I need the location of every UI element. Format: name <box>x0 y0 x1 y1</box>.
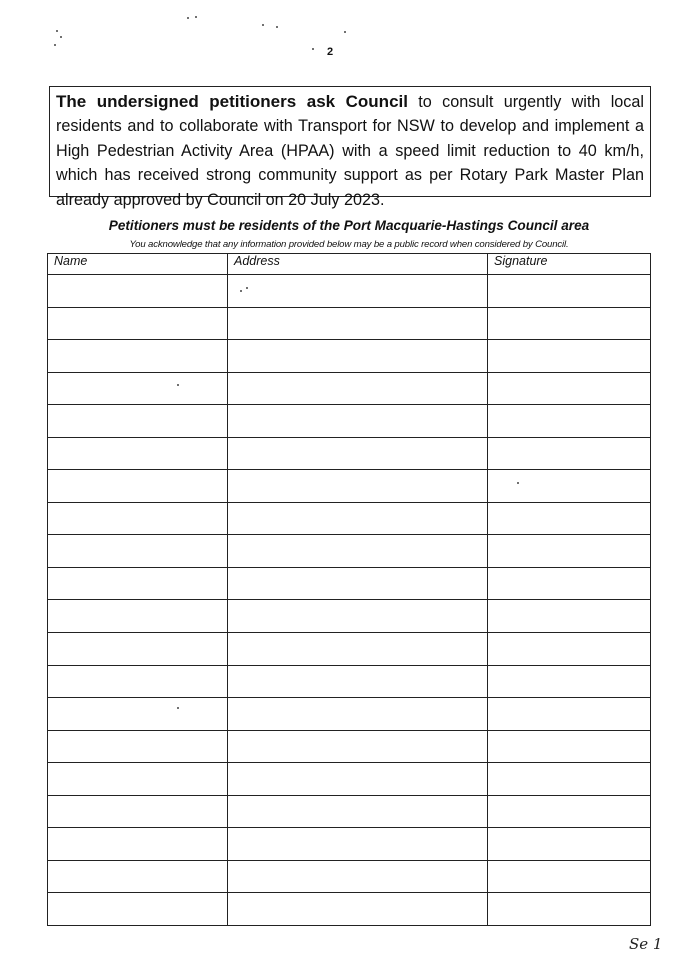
signature-cell[interactable] <box>488 340 651 373</box>
name-cell[interactable] <box>48 470 228 503</box>
name-cell[interactable] <box>48 795 228 828</box>
signature-cell[interactable] <box>488 600 651 633</box>
table-row <box>48 600 651 633</box>
address-cell[interactable] <box>228 860 488 893</box>
column-header-signature: Signature <box>488 254 651 275</box>
name-cell[interactable] <box>48 307 228 340</box>
residency-heading: Petitioners must be residents of the Port Macquarie-Hastings Council area <box>108 218 590 233</box>
signature-cell[interactable] <box>488 893 651 926</box>
table-row <box>48 893 651 926</box>
scan-speck <box>312 48 314 50</box>
table-row <box>48 698 651 731</box>
column-header-name: Name <box>48 254 228 275</box>
signature-cell[interactable] <box>488 860 651 893</box>
address-cell[interactable] <box>228 763 488 796</box>
table-row <box>48 665 651 698</box>
signature-cell[interactable] <box>488 307 651 340</box>
name-cell[interactable] <box>48 275 228 308</box>
table-row <box>48 633 651 666</box>
signature-table <box>47 253 651 926</box>
table-row <box>48 275 651 308</box>
petition-statement-lead: The undersigned petitioners ask Council <box>56 92 408 111</box>
table-row <box>48 340 651 373</box>
signature-table-header <box>48 254 651 275</box>
signature-cell[interactable] <box>488 567 651 600</box>
name-cell[interactable] <box>48 763 228 796</box>
scan-speck <box>262 24 264 26</box>
scan-speck <box>54 44 56 46</box>
table-row <box>48 828 651 861</box>
signature-cell[interactable] <box>488 372 651 405</box>
name-cell[interactable] <box>48 535 228 568</box>
signature-cell[interactable] <box>488 795 651 828</box>
address-cell[interactable] <box>228 567 488 600</box>
name-cell[interactable] <box>48 730 228 763</box>
table-row <box>48 730 651 763</box>
table-row <box>48 567 651 600</box>
scan-speck <box>56 30 58 32</box>
table-row <box>48 535 651 568</box>
address-cell[interactable] <box>228 502 488 535</box>
address-cell[interactable] <box>228 698 488 731</box>
scan-speck <box>187 17 189 19</box>
address-cell[interactable] <box>228 633 488 666</box>
name-cell[interactable] <box>48 340 228 373</box>
column-header-address: Address <box>228 254 488 275</box>
scan-speck <box>195 16 197 18</box>
address-cell[interactable] <box>228 665 488 698</box>
name-cell[interactable] <box>48 665 228 698</box>
signature-cell[interactable] <box>488 763 651 796</box>
table-row <box>48 372 651 405</box>
table-row <box>48 795 651 828</box>
name-cell[interactable] <box>48 372 228 405</box>
name-cell[interactable] <box>48 437 228 470</box>
signature-cell[interactable] <box>488 698 651 731</box>
signature-cell[interactable] <box>488 633 651 666</box>
name-cell[interactable] <box>48 600 228 633</box>
address-cell[interactable] <box>228 828 488 861</box>
table-row <box>48 405 651 438</box>
signature-cell[interactable] <box>488 502 651 535</box>
address-cell[interactable] <box>228 405 488 438</box>
table-row <box>48 860 651 893</box>
name-cell[interactable] <box>48 567 228 600</box>
address-cell[interactable] <box>228 893 488 926</box>
signature-cell[interactable] <box>488 405 651 438</box>
signature-cell[interactable] <box>488 665 651 698</box>
address-cell[interactable] <box>228 730 488 763</box>
table-row <box>48 307 651 340</box>
name-cell[interactable] <box>48 893 228 926</box>
address-cell[interactable] <box>228 600 488 633</box>
name-cell[interactable] <box>48 698 228 731</box>
signature-cell[interactable] <box>488 470 651 503</box>
table-row <box>48 763 651 796</box>
signature-cell[interactable] <box>488 730 651 763</box>
address-cell[interactable] <box>228 307 488 340</box>
signature-cell[interactable] <box>488 275 651 308</box>
scan-speck <box>344 31 346 33</box>
name-cell[interactable] <box>48 502 228 535</box>
address-cell[interactable] <box>228 372 488 405</box>
petition-statement-body: to consult urgently with local residents and to collaborate with Transport for NSW to develop and implement a High Pedestrian Activity Area (HPAA) with a speed limit reduction to 40 km/h, which has received strong community support as per Rotary Park Master Plan already approved by Council on 20 July 2023. <box>56 93 644 209</box>
table-row <box>48 470 651 503</box>
scan-speck <box>60 36 62 38</box>
signature-cell[interactable] <box>488 535 651 568</box>
signature-cell[interactable] <box>488 437 651 470</box>
public-record-notice: You acknowledge that any information provided below may be a public record when considered by Council. <box>129 239 569 250</box>
name-cell[interactable] <box>48 828 228 861</box>
address-cell[interactable] <box>228 437 488 470</box>
address-cell[interactable] <box>228 275 488 308</box>
handwritten-note: Se 1 <box>629 935 663 953</box>
table-row <box>48 502 651 535</box>
address-cell[interactable] <box>228 535 488 568</box>
name-cell[interactable] <box>48 633 228 666</box>
signature-cell[interactable] <box>488 828 651 861</box>
page-number: 2 <box>327 46 334 58</box>
petition-statement <box>49 86 651 209</box>
scan-speck <box>276 26 278 28</box>
name-cell[interactable] <box>48 405 228 438</box>
address-cell[interactable] <box>228 795 488 828</box>
table-row <box>48 437 651 470</box>
name-cell[interactable] <box>48 860 228 893</box>
address-cell[interactable] <box>228 340 488 373</box>
address-cell[interactable] <box>228 470 488 503</box>
